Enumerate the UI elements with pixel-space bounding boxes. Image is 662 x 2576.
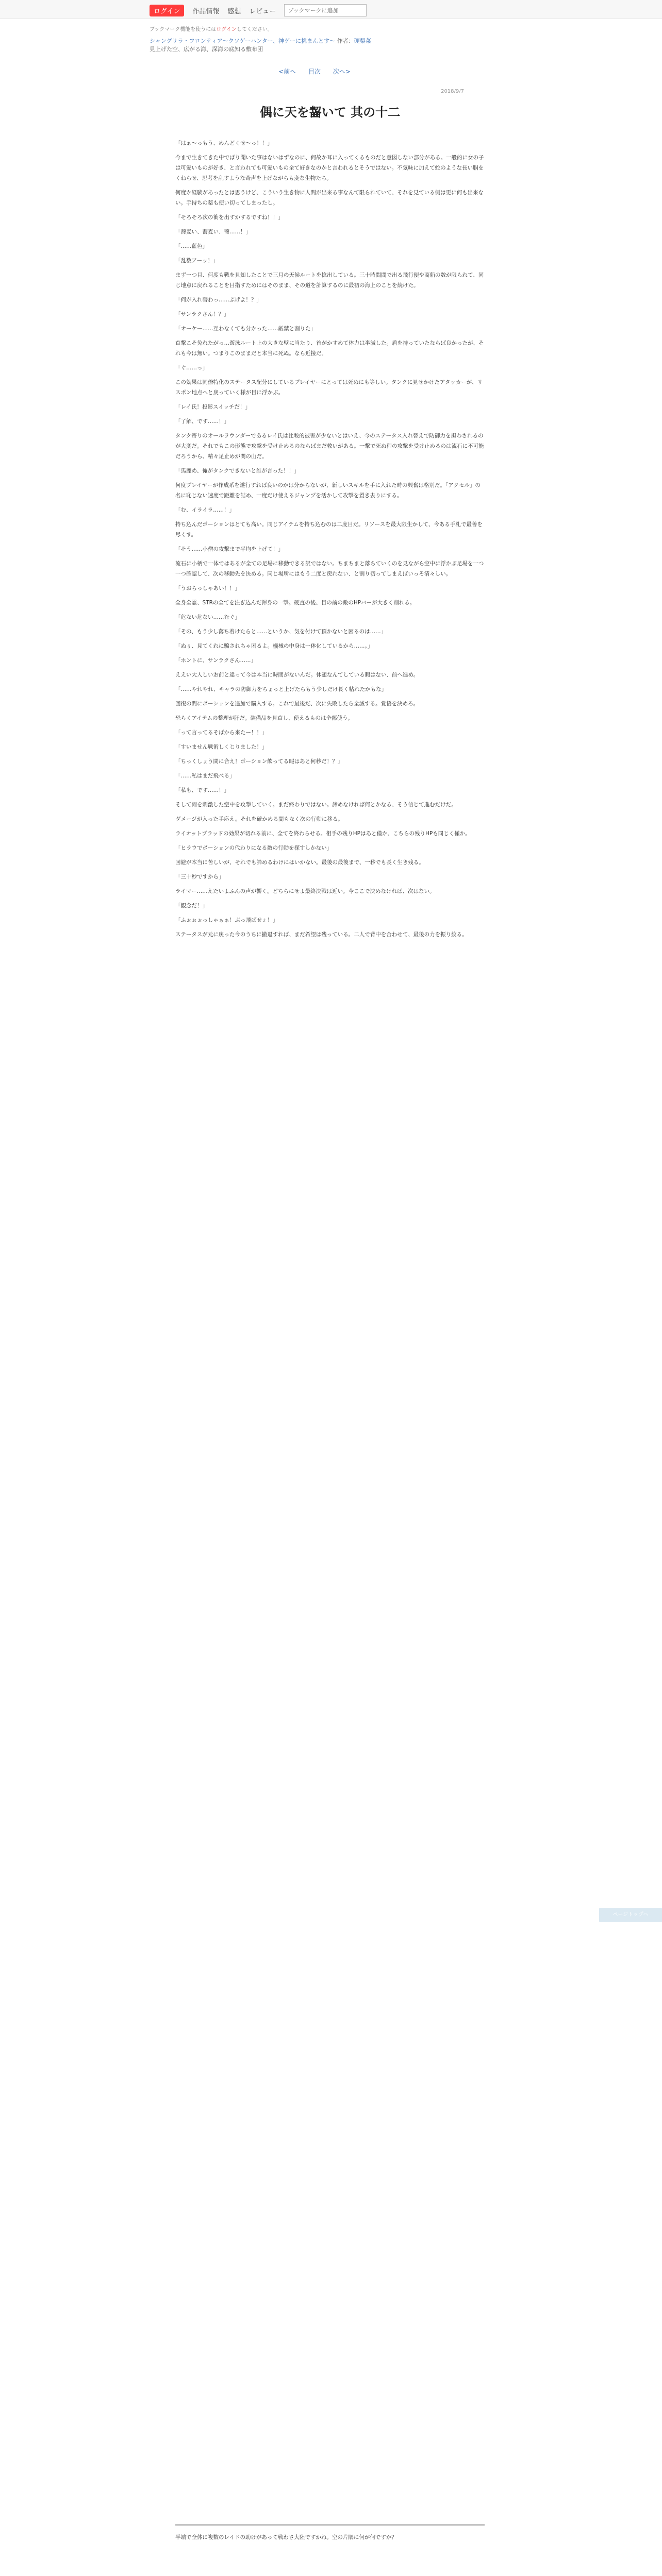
post-date: 2018/9/7 <box>441 89 464 94</box>
body-paragraph: 「了解、です……！」 <box>175 418 229 425</box>
body-paragraph: 「危ない危ない……むぐ」 <box>175 614 240 620</box>
bookmark-add-field[interactable] <box>284 4 367 16</box>
nav-reviews[interactable]: レビュー <box>249 7 276 15</box>
chapter-title: 偶に天を齧いて 其の十二 <box>259 105 401 120</box>
body-paragraph: タンク寄りのオールラウンダーであるレイ氏は比較的被害が少ないとはいえ、今のステータス入れ替えで防御力を担わされるのが大変だ。それでもこの形態で攻撃を受け止めるのならばまだ救いがある。一撃で死ぬ程の攻撃を受け止めるのは流石に不可能だろうから、精々足止めが関の山だ。 <box>175 433 484 460</box>
breadcrumb <box>150 37 479 54</box>
body-paragraph: 何度か経験があったとは思うけど、こういう生き物に人間が出来る事なんて限られていて、それを見ている側は更に何も出来ない。手持ちの薬も使い切ってしまったし。 <box>175 190 484 206</box>
nav-work-info[interactable]: 作品情報 <box>192 7 220 15</box>
body-paragraph: ダメージが入った手応え。それを確かめる間もなく次の行動に移る。 <box>175 816 343 822</box>
body-paragraph: 何度プレイヤーが作成系を遂行すれば良いのかは分からないが、新しいスキルを手に入れた時の興奮は格別だ。「アクセル」の名に恥じない速度で距離を詰め、一度だけ使えるジャンプを活かして攻撃を置き去りにする。 <box>175 482 481 499</box>
author-endnote: 半端で全体に複数のレイドの助けがあって戦わさ大陸ですかね。空の片隅に何が何ですか？ <box>175 2524 485 2543</box>
body-paragraph: 今まで生きてきた中でぱり聞いた事はないはずなのに、何故か耳に入ってくるものだと意図しない部分がある。一般的に女の子は可愛いものが好き、と言われても可愛いもの全て好きなのかと言われるとそうではない。不気味に加えて蛇のような長い胴をくねらせ、思考を乱すような奇声を上げながらも変な生物たち。 <box>175 155 484 181</box>
chapter-subtitle: 見上げた空、広がる海、深海の底知る敷布団 <box>150 46 263 53</box>
body-paragraph: 恐らくアイテムの整理が肝だ。装備品を見直し、使えるものは全部使う。 <box>175 715 354 721</box>
author-label: 作者： <box>337 38 354 44</box>
body-paragraph: 「すいません戦術しくじりました！」 <box>175 744 268 750</box>
next-link[interactable]: 次へ> <box>333 68 351 75</box>
body-paragraph: 「ふぉぉぉっしゃぁぁ！ぶっ飛ばせぇ！」 <box>175 917 278 923</box>
top-nav <box>150 4 367 16</box>
body-paragraph: 「そう……小僧の攻撃まで平均を上げて！」 <box>175 546 284 552</box>
body-paragraph: 「……藍色」 <box>175 243 208 249</box>
bookmark-login-note: ブックマーク機能を使うにはログインしてください。 <box>150 27 273 32</box>
body-paragraph: 全身全霊、STRの全てを注ぎ込んだ渾身の一撃。硬直の後、目の前の敵のHPバーが大きく削れる。 <box>175 600 416 606</box>
chapter-body <box>175 138 485 944</box>
body-paragraph: まず一つ目、何度も戦を見知したことで三月の天候ルートを捻出している。三十時間間で出る飛行便や商船の数が限られて、同じ地点に戻れることを目指すためにはそのまま、その道を計算するのに最初の海上のことを続けた。 <box>175 272 484 289</box>
series-title-link[interactable]: シャングリラ・フロンティア〜クソゲーハンター、神ゲーに挑まんとす〜 <box>150 38 336 44</box>
author-link[interactable]: 硬梨菜 <box>354 38 371 44</box>
body-paragraph: 「ぬぅ、見てくれに騙されちゃ困るよ。機械の中身は一体化しているから……。」 <box>175 643 373 649</box>
body-paragraph: 直撃こそ免れたがっ…遊泳ルート上の大きな壁に当たり、首がかすめて体力は半減した。盾を持っていたならば良かったが、それも今は無い。つまりこのままだと本当に死ぬ。なら近接だ。 <box>175 340 484 357</box>
body-paragraph: 「私も、です……！」 <box>175 787 229 793</box>
body-paragraph: 「うおらっしゃあい！！」 <box>175 585 240 591</box>
body-paragraph: 「馬鹿め、俺がタンクできないと誰が言った！！」 <box>175 468 300 474</box>
body-paragraph: この効果は同僚特化のステータス配分にしているプレイヤーにとっては死ぬにも等しい。タンクに見せかけたアタッカーが、リスポン地点へと戻っていく様が目に浮かぶ。 <box>175 379 483 396</box>
body-paragraph: 「ホントに、サンラクさん……」 <box>175 657 256 664</box>
login-button[interactable]: ログイン <box>150 5 184 16</box>
body-paragraph: 「む、イライラ……！」 <box>175 507 235 513</box>
body-paragraph: ステータスが元に戻った今のうちに撤退すれば、まだ希望は残っている。二人で背中を合わせて、最後の力を振り絞る。 <box>175 931 468 938</box>
nav-impressions[interactable]: 感想 <box>227 7 241 15</box>
prev-link[interactable]: <前へ <box>278 68 296 75</box>
toc-link[interactable]: 目次 <box>308 68 321 75</box>
body-paragraph: 「レイ氏！投影スイッチだ！」 <box>175 404 251 410</box>
body-paragraph: ええい大人しいお前と違って今は本当に時間がないんだ。休憩なんてしている暇はない、前へ進め。 <box>175 672 419 678</box>
body-paragraph: 「……やれやれ、キャラの防御力をちょっと上げたらもう少しだけ長く粘れたかもな」 <box>175 686 387 692</box>
top-bar <box>0 0 662 19</box>
body-paragraph: 流石に小柄で一体ではあるが全ての足場に移動できる訳ではない。ちまちまと落ちていくのを見ながら空中に浮かぶ足場を一つ一つ確認して、次の移動先を決める。同じ場所にはもう二度と戻れない、と割り切ってしまえばいっそ清々しい。 <box>175 561 484 577</box>
page-top-button[interactable]: ページトップへ <box>599 1908 662 1922</box>
bookmark-login-link[interactable]: ログイン <box>216 27 237 32</box>
body-paragraph: 「はぁ〜っもう、めんどくせ〜っ！！」 <box>175 140 273 146</box>
body-paragraph: 「って言ってるそばから来たー！！」 <box>175 730 268 736</box>
body-paragraph: ライマー……えたいよふんの声が響く。どちらにせよ最終決戦は近い。今ここで決めなければ、次はない。 <box>175 888 435 894</box>
body-paragraph: そして雨を刺激した空中を攻撃していく。まだ終わりではない。諦めなければ何とかなる、そう信じて進むだけだ。 <box>175 802 457 808</box>
body-paragraph: 「オーケー……互わなくても分かった……厳禁と割りた」 <box>175 326 316 332</box>
body-paragraph: 「……私はまだ飛べる」 <box>175 773 235 779</box>
body-paragraph: 「サンラクさん！？」 <box>175 311 229 317</box>
body-paragraph: 回避が本当に苦しいが、それでも諦めるわけにはいかない。最後の最後まで、一秒でも長く生き残る。 <box>175 859 424 866</box>
body-paragraph: 持ち込んだポーションはとても高い。同じアイテムを持ち込むのは二度目だ。リソースを最大限生かして、今ある手札で最善を尽くす。 <box>175 521 483 538</box>
body-paragraph: 「ヒラウでポーションの代わりになる敵の行動を探すしかない」 <box>175 845 333 851</box>
body-paragraph: 「観念だ！」 <box>175 903 208 909</box>
body-paragraph: 「ちっくしょう間に合え！ポーション飲ってる暇はあと何秒だ！？」 <box>175 758 343 765</box>
body-paragraph: 「そろそろ次の衝を出すかするですね！！」 <box>175 214 284 221</box>
top-pager <box>150 67 479 76</box>
body-paragraph: 「乱数アーッ！」 <box>175 258 219 264</box>
body-paragraph: 「その、もう少し落ち着けたらと……というか、気を付けて頂かないと困るのは……」 <box>175 629 387 635</box>
body-paragraph: 「蕎麦い、蕎麦い、蕎……！」 <box>175 229 251 235</box>
body-paragraph: 「何が入れ替わっ……ぶげよ！？」 <box>175 297 262 303</box>
body-paragraph: 「三十秒ですから」 <box>175 874 224 880</box>
body-paragraph: 回復の間にポーションを追加で購入する。これで最後だ、次に失敗したら全滅する。覚悟を決めろ。 <box>175 701 419 707</box>
body-paragraph: ライオットブラッドの効果が切れる前に、全てを終わらせる。相手の残りHPはあと僅か、こちらの残りHPも同じく僅か。 <box>175 831 471 837</box>
body-paragraph: 「ぐ……っ」 <box>175 365 208 371</box>
